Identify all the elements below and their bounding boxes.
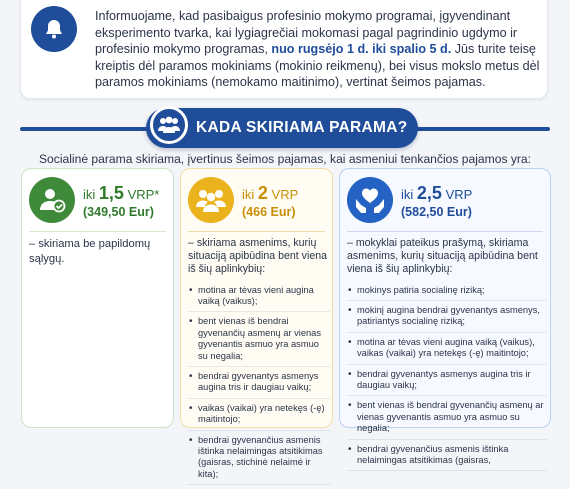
notice-text-start: Informuojame, kad pasibaigus profesinio mokymo programai, įgyvendinant eksperimento tvarka, kai lygiagrečiai mokomasi pagal pagrindinio ugdymo ir profesinio mokymo programas, xyxy=(95,9,518,57)
threshold-amount xyxy=(83,183,159,204)
notice-date-range: nuo rugsėjo 1 d. iki spalio 5 d. xyxy=(271,42,452,57)
notice-text xyxy=(95,8,543,91)
threshold-unit: VRP* xyxy=(127,187,160,202)
list-item: • mokinį augina bendrai gyvenantys asmenys, patiriantys socialinę riziką; xyxy=(347,305,547,333)
bell-icon xyxy=(31,6,77,52)
threshold-eur: (582,50 Eur) xyxy=(401,205,472,219)
threshold-value: 2,5 xyxy=(416,183,442,203)
threshold-value: 2 xyxy=(257,183,268,203)
person-check-icon xyxy=(29,177,75,223)
list-item: • bendrai gyvenantys asmenys augina tris ir daugiau vaikų; xyxy=(188,371,330,399)
conditions-list xyxy=(188,285,330,486)
list-item: • vaikas (vaikai) yra netekęs (-ę) maitintojo; xyxy=(188,403,330,431)
group-icon xyxy=(188,177,234,223)
threshold-value: 1,5 xyxy=(98,183,124,203)
card-description: – mokyklai pateikus prašymą, skiriama asmenims, kurių situaciją apibūdina bent viena iš šių aplinkybių: xyxy=(347,237,538,276)
list-item: • mokinys patiria socialinę riziką; xyxy=(347,285,547,301)
threshold-eur: (349,50 Eur) xyxy=(83,205,154,219)
threshold-prefix: iki xyxy=(242,187,255,202)
card-divider xyxy=(188,231,325,232)
list-item: • bent vienas iš bendrai gyvenančių asmenų ar vienas gyvenantis asmuo yra asmuo su negalia; xyxy=(188,316,330,367)
conditions-list xyxy=(347,285,547,472)
threshold-prefix: iki xyxy=(401,187,414,202)
threshold-amount xyxy=(242,183,298,204)
card-divider xyxy=(347,231,543,232)
card-description: – skiriama be papildomų sąlygų. xyxy=(29,238,151,265)
threshold-prefix: iki xyxy=(83,187,96,202)
list-item: • bendrai gyvenančius asmenis ištinka nelaimingas atsitikimas (gaisras, xyxy=(347,444,547,472)
card-body xyxy=(29,237,169,266)
card-description: – skiriama asmenims, kurių situaciją apibūdina bent viena iš šių aplinkybių: xyxy=(188,237,327,276)
card-body xyxy=(188,237,330,489)
list-item: • bent vienas iš bendrai gyvenančių asmenų ar vienas gyvenantis asmuo yra asmuo su negalia; xyxy=(347,400,547,439)
heart-hands-icon xyxy=(347,177,393,223)
family-icon xyxy=(150,106,188,144)
threshold-eur: (466 Eur) xyxy=(242,205,296,219)
list-item: • motina ar tėvas vieni augina vaiką (vaikus), vaikas (vaikai) yra netekęs (-ę) maitintojo; xyxy=(347,337,547,365)
threshold-card-2-5-vrp xyxy=(339,168,551,466)
list-item: • motina ar tėvas vieni augina vaiką (vaikus); xyxy=(188,285,330,313)
card-divider xyxy=(29,231,166,232)
threshold-card-2-vrp xyxy=(180,168,333,479)
section-title: KADA SKIRIAMA PARAMA? xyxy=(196,119,408,136)
notice-text-end: Jūs turite teisę kreiptis dėl paramos mokiniams (mokinio reikmenų), bei visus mokslo metus dėl paramos mokiniams (nemokamo maitinimo), vertinat šeimos pajamas. xyxy=(95,42,540,90)
threshold-card-1-5-vrp xyxy=(21,168,174,428)
info-notice-card xyxy=(20,0,548,99)
threshold-unit: VRP xyxy=(445,187,473,202)
card-body xyxy=(347,237,547,475)
threshold-amount xyxy=(401,183,472,204)
list-item: • bendrai gyvenančius asmenis ištinka nelaimingas atsitikimas (gaisras, stichinė nelaimė ir kita); xyxy=(188,435,330,486)
threshold-unit: VRP xyxy=(271,187,299,202)
list-item: • bendrai gyvenantys asmenys augina tris ir daugiau vaikų; xyxy=(347,369,547,397)
lead-text: Socialinė parama skiriama, įvertinus šeimos pajamas, kai asmeniui tenkančios pajamos yra: xyxy=(38,152,532,166)
